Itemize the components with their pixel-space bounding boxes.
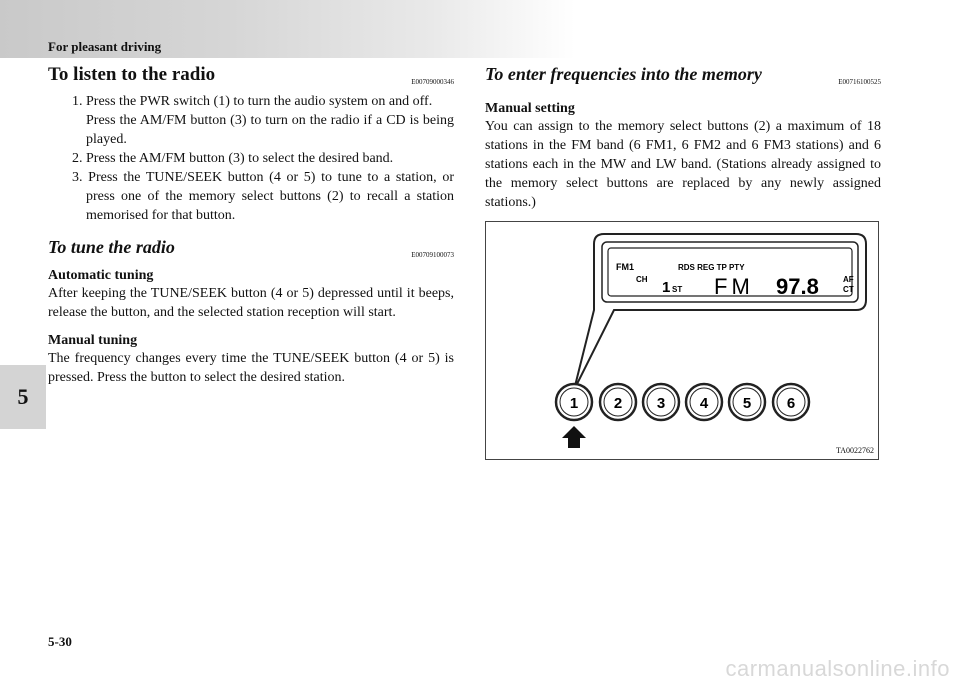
manual-tuning-text: The frequency changes every time the TUNE/SEEK button (4 or 5) is pressed. Press the button to select the desired station. xyxy=(48,351,454,385)
display-st: ST xyxy=(672,285,683,294)
chapter-tab xyxy=(0,365,46,429)
figure-code: TA0022762 xyxy=(835,446,874,455)
manual-setting-heading: Manual setting xyxy=(485,101,575,116)
radio-figure xyxy=(485,221,879,460)
running-header: For pleasant driving xyxy=(48,39,162,54)
display-mode: FM xyxy=(714,274,754,299)
step-2: 2. Press the AM/FM button (3) to select the desired band. xyxy=(72,151,394,166)
section-header xyxy=(485,64,881,88)
section-title-tune: To tune the radio xyxy=(48,237,175,257)
step-3: 3. Press the TUNE/SEEK button (4 or 5) to tune to a station, or press one of the memory select buttons (2) to recall a station memorised for that button. xyxy=(72,170,454,223)
section-title-listen: To listen to the radio xyxy=(48,64,216,85)
preset-label-3: 3 xyxy=(656,395,666,412)
display-frequency: 97.8 xyxy=(776,274,819,299)
display-channel: 1 xyxy=(662,279,671,296)
auto-tuning-heading: Automatic tuning xyxy=(48,268,154,283)
section-code: E00709100073 xyxy=(411,251,454,259)
display-ct: CT xyxy=(843,285,854,294)
display-band: FM1 xyxy=(616,262,634,272)
steps-list xyxy=(48,92,454,225)
display-af: AF xyxy=(843,275,854,284)
watermark: carmanualsonline.info xyxy=(725,656,950,681)
right-column xyxy=(485,64,881,212)
step-1: 1. Press the PWR switch (1) to turn the audio system on and off. xyxy=(72,94,433,109)
left-column xyxy=(48,64,454,387)
preset-label-6: 6 xyxy=(786,395,796,412)
section-code: E00716100525 xyxy=(838,78,881,86)
preset-label-2: 2 xyxy=(613,395,623,412)
preset-label-5: 5 xyxy=(742,395,752,412)
page-number: 5-30 xyxy=(48,634,72,649)
radio-illustration xyxy=(486,222,878,459)
section-title-memory: To enter frequencies into the memory xyxy=(485,64,762,84)
manual-tuning-heading: Manual tuning xyxy=(48,333,138,348)
preset-buttons xyxy=(556,384,809,420)
preset-label-1: 1 xyxy=(569,395,579,412)
section-header xyxy=(48,237,454,261)
arrow-up-icon xyxy=(562,426,586,448)
preset-label-4: 4 xyxy=(699,395,709,412)
section-header xyxy=(48,64,454,88)
auto-tuning-text: After keeping the TUNE/SEEK button (4 or 5) depressed until it beeps, release the button, and the selected station reception will start. xyxy=(48,286,454,320)
chapter-number: 5 xyxy=(17,384,29,409)
display-flags: RDS REG TP PTY xyxy=(678,263,745,272)
section-code: E00709000346 xyxy=(411,78,454,86)
step-1-note: Press the AM/FM button (3) to turn on the radio if a CD is being played. xyxy=(86,113,454,147)
manual-setting-text: You can assign to the memory select buttons (2) a maximum of 18 stations in the FM band (6 FM1, 6 FM2 and 6 FM3 stations) and 6 stations each in the MW and LW band. (Stations already assigned to the memory select buttons are replaced by any newly assigned stations.) xyxy=(485,119,881,210)
display-ch: CH xyxy=(636,275,648,284)
